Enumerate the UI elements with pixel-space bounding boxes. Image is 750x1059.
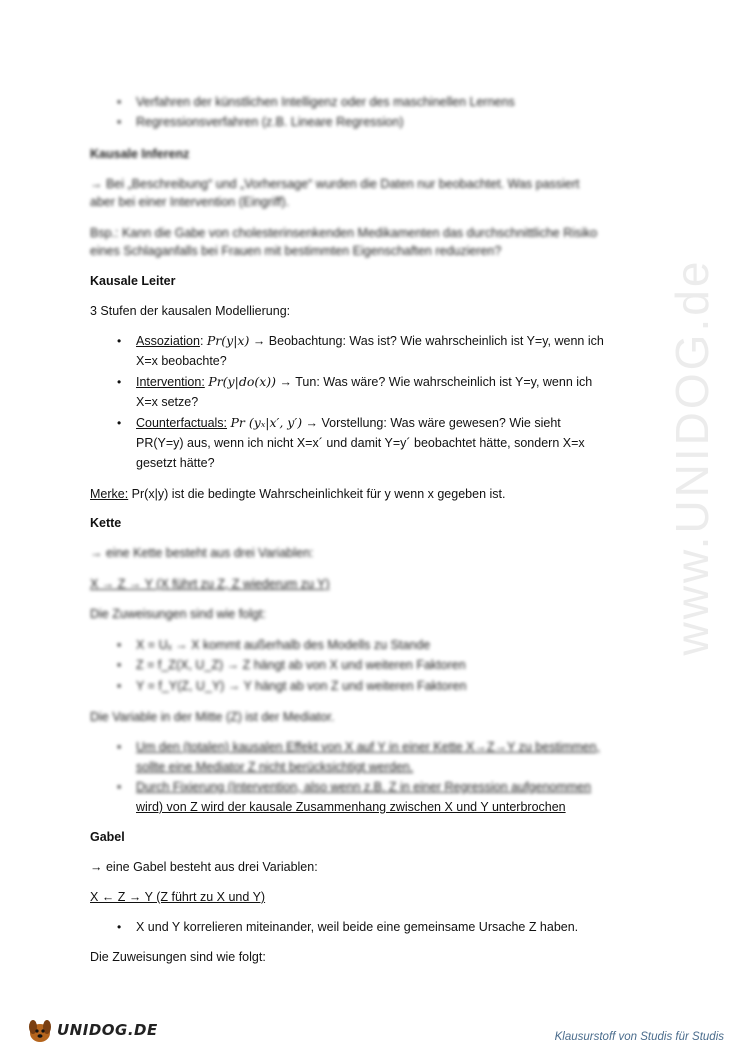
gabel-outro: Die Zuweisungen sind wie folgt: — [90, 950, 266, 964]
blurred-heading: Kausale Inferenz — [90, 147, 190, 161]
blurred-para-2a: Bsp.: Kann die Gabe von cholesterinsenkenden Medikamenten das durchschnittliche Risiko — [90, 226, 598, 240]
bullet-dot: • — [117, 679, 122, 693]
leiter-item-3-cont2: gesetzt hätte? — [136, 456, 215, 470]
blurred-bullet-1: Verfahren der künstlichen Intelligenz oder des maschinellen Lernens — [136, 95, 515, 109]
logo-text: UNIDOG.DE — [57, 1021, 158, 1039]
kette-blur-8b: sollte eine Mediator Z nicht berücksichtigt werden. — [136, 760, 414, 774]
blurred-para-1b: aber bei einer Intervention (Eingriff). — [90, 195, 290, 209]
kette-blur-5: Z = f_Z(X, U_Z) → Z hängt ab von X und weiteren Faktoren — [136, 658, 466, 672]
kette-blur-3: Die Zuweisungen sind wie folgt: — [90, 607, 266, 621]
heading-gabel: Gabel — [90, 830, 125, 844]
leiter-item-3-cont: PR(Y=y) aus, wenn ich nicht X=x´ und damit Y=y´ beobachtet hätte, sondern X=x — [136, 436, 585, 450]
gabel-intro: → eine Gabel besteht aus drei Variablen: — [90, 860, 318, 874]
leiter-item-3: Counterfactuals: Pr (yₓ|x′, y′) → Vorstellung: Was wäre gewesen? Wie sieht — [136, 415, 561, 430]
leiter-item-1-cont: X=x beobachte? — [136, 354, 227, 368]
blurred-para-2b: eines Schlaganfalls bei Frauen mit bestimmten Eigenschaften reduzieren? — [90, 244, 502, 258]
bullet-dot: • — [117, 658, 122, 672]
kette-blur-2: X → Z → Y (X führt zu Z, Z wiederum zu Y) — [90, 577, 330, 591]
gabel-bullet: X und Y korrelieren miteinander, weil beide eine gemeinsame Ursache Z haben. — [136, 920, 579, 934]
bullet-dot: • — [117, 95, 122, 109]
footer-tagline: Klausurstoff von Studis für Studis — [554, 1031, 724, 1043]
unidog-logo — [25, 1015, 158, 1045]
leiter-item-1: Assoziation: Pr(y|x) → Beobachtung: Was ist? Wie wahrscheinlich ist Y=y, wenn ich — [136, 333, 604, 348]
blurred-para-1a: → Bei „Beschreibung“ und „Vorhersage“ wurden die Daten nur beobachtet. Was passiert — [90, 177, 580, 191]
kette-blur-9a: Durch Fixierung (Intervention, also wenn z.B. Z in einer Regression aufgenommen — [136, 780, 592, 794]
kette-visible-line: wird) von Z wird der kausale Zusammenhang zwischen X und Y unterbrochen — [136, 800, 566, 814]
bullet-dot: • — [117, 375, 122, 389]
heading-kette: Kette — [90, 516, 122, 530]
watermark: www.UNIDOG.de — [666, 258, 718, 656]
bullet-dot: • — [117, 740, 122, 754]
leiter-item-2: Intervention: Pr(y|do(x)) → Tun: Was wäre? Wie wahrscheinlich ist Y=y, wenn ich — [136, 374, 593, 389]
dog-icon — [25, 1015, 55, 1045]
kette-blur-6: Y = f_Y(Z, U_Y) → Y hängt ab von Z und weiteren Faktoren — [136, 679, 467, 693]
leiter-intro: 3 Stufen der kausalen Modellierung: — [90, 304, 291, 318]
kette-blur-7: Die Variable in der Mitte (Z) ist der Mediator. — [90, 710, 335, 724]
bullet-dot: • — [117, 780, 122, 794]
kette-blur-1: → eine Kette besteht aus drei Variablen: — [90, 546, 314, 560]
merke-line: Merke: Pr(x|y) ist die bedingte Wahrscheinlichkeit für y wenn x gegeben ist. — [90, 487, 506, 501]
bullet-dot: • — [117, 920, 122, 934]
heading-kausale-leiter: Kausale Leiter — [90, 274, 176, 288]
bullet-dot: • — [117, 115, 122, 129]
bullet-dot: • — [117, 416, 122, 430]
kette-blur-8a: Um den (totalen) kausalen Effekt von X auf Y in einer Kette X→Z→Y zu bestimmen, — [136, 740, 600, 754]
bullet-dot: • — [117, 334, 122, 348]
kette-blur-4: X = Uₓ → X kommt außerhalb des Modells zu Stande — [136, 638, 431, 652]
gabel-formula: X ← Z → Y (Z führt zu X und Y) — [90, 890, 266, 904]
leiter-item-2-cont: X=x setze? — [136, 395, 199, 409]
blurred-bullet-2: Regressionsverfahren (z.B. Lineare Regression) — [136, 115, 404, 129]
bullet-dot: • — [117, 638, 122, 652]
